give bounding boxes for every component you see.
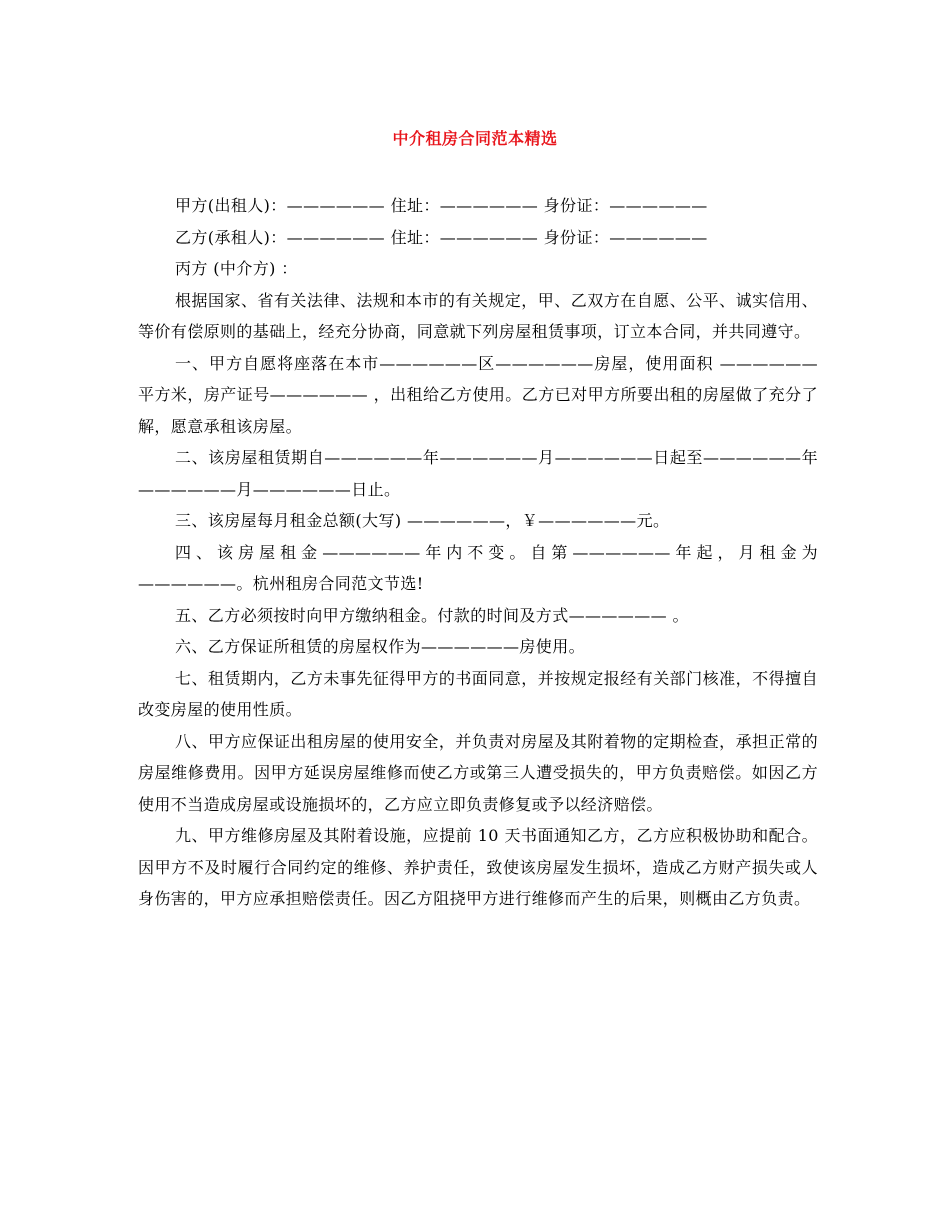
clause-8: 八、甲方应保证出租房屋的使用安全，并负责对房屋及其附着物的定期检查，承担正常的房屋维修费用。因甲方延误房屋维修而使乙方或第三人遭受损失的，甲方负责赔偿。如因乙方使用不当造成房屋或设施损坏的，乙方应立即负责修复或予以经济赔偿。 [138,731,818,814]
clause-5: 五、乙方必须按时向甲方缴纳租金。付款的时间及方式—————— 。 [175,605,689,625]
clause-7: 七、租赁期内，乙方未事先征得甲方的书面同意，并按规定报经有关部门核准，不得擅自改变房屋的使用性质。 [138,668,818,719]
paragraph-preamble: 根据国家、省有关法律、法规和本市的有关规定，甲、乙双方在自愿、公平、诚实信用、等价有偿原则的基础上，经充分协商，同意就下列房屋租赁事项，订立本合同，并共同遵守。 [138,290,818,341]
document-body [138,190,818,915]
clause-2: 二、该房屋租赁期自——————年——————月——————日起至——————年——————月——————日止。 [138,448,818,499]
clause-6: 六、乙方保证所租赁的房屋权作为——————房使用。 [175,637,586,656]
party-lessor: 甲方(出租人)：—————— 住址：—————— 身份证：—————— [175,196,708,215]
clause-1: 一、甲方自愿将座落在本市——————区——————房屋，使用面积 ——————平方米，房产证号—————— ，出租给乙方使用。乙方已对甲方所要出租的房屋做了充分了解，愿意承租该房屋。 [138,353,818,436]
clause-4: 四、该房屋租金——————年内不变。自第——————年起，月租金为——————。杭州租房合同范文节选! [138,542,818,593]
document-title: 中介租房合同范本精选 [392,129,558,148]
party-agent: 丙方 (中介方) ： [175,259,298,278]
clause-3: 三、该房屋每月租金总额(大写) ——————，￥——————元。 [175,511,670,530]
clause-9: 九、甲方维修房屋及其附着设施，应提前 10 天书面通知乙方，乙方应积极协助和配合。因甲方不及时履行合同约定的维修、养护责任，致使该房屋发生损坏，造成乙方财产损失或人身伤害的，甲方应承担赔偿责任。因乙方阻挠甲方进行维修而产生的后果，则概由乙方负责。 [138,826,818,908]
party-lessee: 乙方(承租人)：—————— 住址：—————— 身份证：—————— [175,227,708,247]
